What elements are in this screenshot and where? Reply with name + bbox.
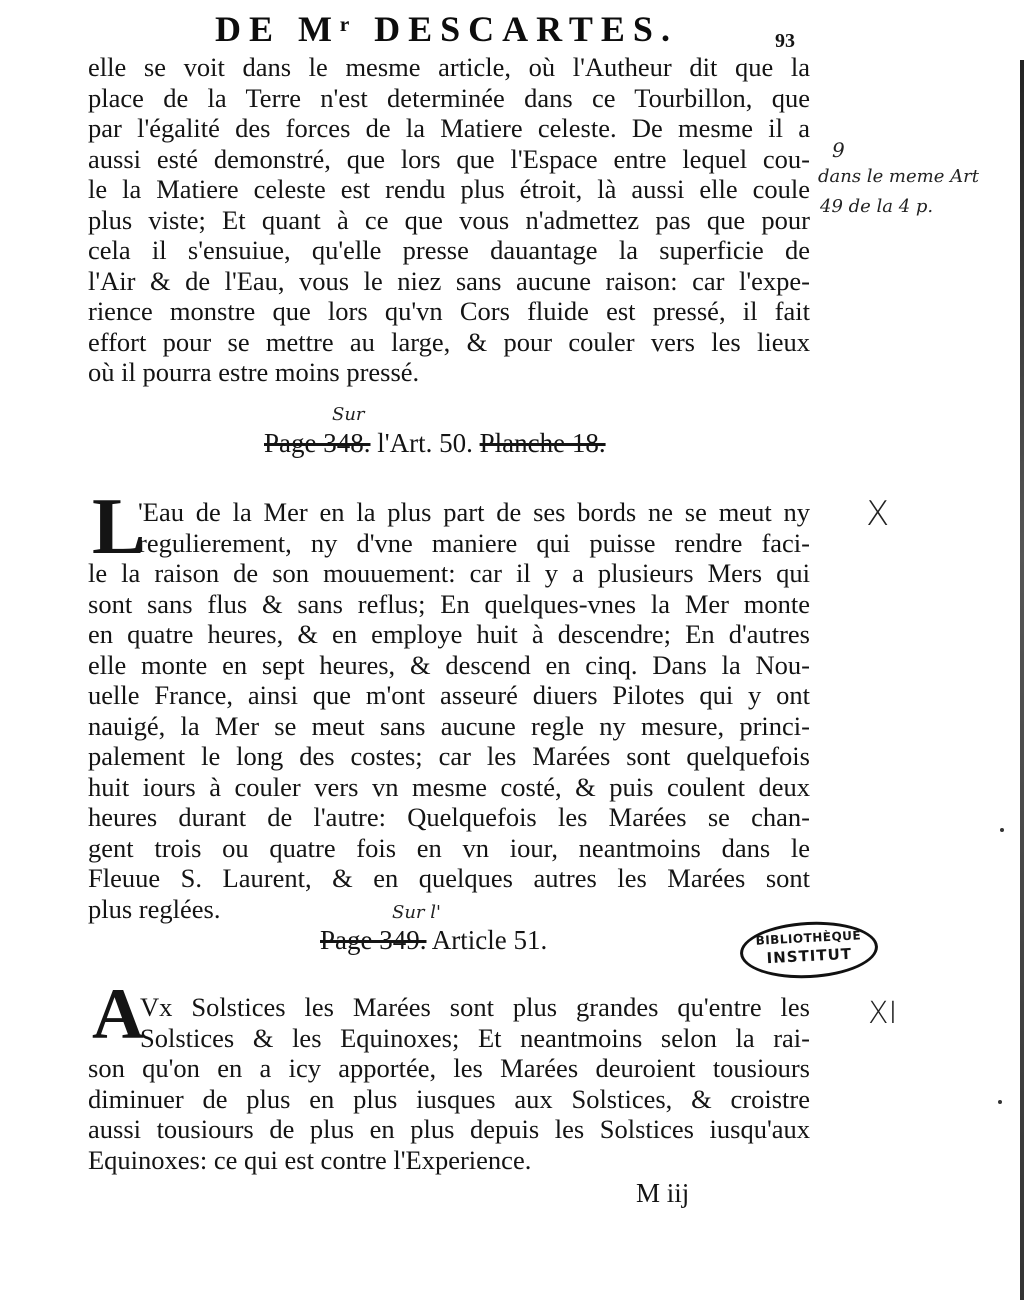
ink-speck xyxy=(998,1100,1002,1104)
paragraph-1 xyxy=(88,52,810,388)
text-line: plus viste; Et quant à ce que vous n'admettez pas que pour xyxy=(88,204,810,235)
struck-page-ref: Page 348. xyxy=(264,428,371,458)
text-line: sont sans flus & sans reflus; En quelques-vnes la Mer monte xyxy=(88,588,810,619)
text-line: place de la Terre n'est determinée dans ce Tourbillon, que xyxy=(88,82,810,113)
margin-note: 9 xyxy=(832,138,845,162)
page-number: 93 xyxy=(775,30,795,52)
text-line: rience monstre que lors qu'vn Cors fluide est pressé, il fait xyxy=(88,296,810,326)
stamp-line: INSTITUT xyxy=(766,944,853,968)
margin-note: 49 de la 4 p. xyxy=(820,196,934,217)
heading-text: l'Art. 50. xyxy=(377,428,473,458)
text-line: 'Eau de la Mer en la plus part de ses bords ne se meut ny xyxy=(138,497,810,527)
handwritten-insert: Sur xyxy=(332,404,365,425)
text-line: aussi esté demonstré, que lors que l'Espace entre lequel cou- xyxy=(88,143,810,174)
text-line: en quatre heures, & en employe huit à descendre; En d'autres xyxy=(88,619,810,649)
text-line: son qu'on en a icy apportée, les Marées deuroient tousiours xyxy=(88,1053,810,1083)
section-heading-art-51 xyxy=(320,925,547,956)
text-line: regulierement, ny d'vne maniere qui puisse rendre faci- xyxy=(138,527,810,558)
text-line: Equinoxes: ce qui est contre l'Experience. xyxy=(88,1144,532,1175)
heading-text: Article 51. xyxy=(431,925,548,955)
text-line: effort pour se mettre au large, & pour couler vers les lieux xyxy=(88,326,810,357)
stamp-line: BIBLIOTHÈQUE xyxy=(755,928,862,948)
text-line: aussi tousiours de plus en plus depuis les Solstices iusqu'aux xyxy=(88,1114,810,1144)
page-right-edge xyxy=(1020,60,1024,1300)
text-line: le la Matiere celeste est rendu plus étroit, là aussi elle coule xyxy=(88,174,810,204)
text-line: Vx Solstices les Marées sont plus grandes qu'entre les xyxy=(140,992,810,1022)
library-stamp xyxy=(739,918,880,981)
text-line: où il pourra estre moins pressé. xyxy=(88,357,420,387)
text-line: par l'égalité des forces de la Matiere celeste. De mesme il a xyxy=(88,113,810,143)
margin-roman-numeral: XI xyxy=(868,996,898,1031)
struck-plate-ref: Planche 18. xyxy=(479,428,606,458)
drop-cap: A xyxy=(92,974,144,1054)
paragraph-3 xyxy=(88,992,810,1175)
section-heading-art-50 xyxy=(264,428,606,459)
text-line: diminuer de plus en plus iusques aux Solstices, & croistre xyxy=(88,1083,810,1114)
text-line: huit iours à couler vers vn mesme costé, & puis coulent deux xyxy=(88,771,810,802)
text-line: elle se voit dans le mesme article, où l'Autheur dit que la xyxy=(88,52,810,82)
text-line: nauigé, la Mer se meut sans aucune regle ny mesure, princi- xyxy=(88,710,810,741)
text-line: palement le long des costes; car les Marées sont quelquefois xyxy=(88,741,810,771)
text-line: heures durant de l'autre: Quelquefois les Marées se chan- xyxy=(88,802,810,832)
text-line: cela il s'ensuiue, qu'elle presse dauantage la superficie de xyxy=(88,235,810,265)
ink-speck xyxy=(1000,828,1004,832)
catchword: M iij xyxy=(636,1178,690,1208)
handwritten-insert: Sur l' xyxy=(392,902,441,923)
struck-page-ref: Page 349. xyxy=(320,925,427,955)
text-line: plus reglées. xyxy=(88,893,221,924)
running-head: DE Mʳ DESCARTES. xyxy=(215,9,678,49)
margin-note: dans le meme Art xyxy=(818,166,979,187)
margin-roman-numeral: X xyxy=(866,494,890,534)
paragraph-2 xyxy=(88,497,810,924)
text-line: l'Air & de l'Eau, vous le niez sans aucune raison: car l'expe- xyxy=(88,265,810,296)
text-line: le la raison de son mouuement: car il y a plusieurs Mers qui xyxy=(88,558,810,588)
text-line: Solstices & les Equinoxes; Et neantmoins selon la rai- xyxy=(140,1022,810,1053)
text-line: gent trois ou quatre fois en vn iour, neantmoins dans le xyxy=(88,832,810,863)
text-line: elle monte en sept heures, & descend en cinq. Dans la Nou- xyxy=(88,649,810,680)
text-line: Fleuue S. Laurent, & en quelques autres les Marées sont xyxy=(88,863,810,893)
drop-cap: L xyxy=(92,483,146,571)
text-line: uelle France, ainsi que m'ont asseuré diuers Pilotes qui y ont xyxy=(88,680,810,710)
